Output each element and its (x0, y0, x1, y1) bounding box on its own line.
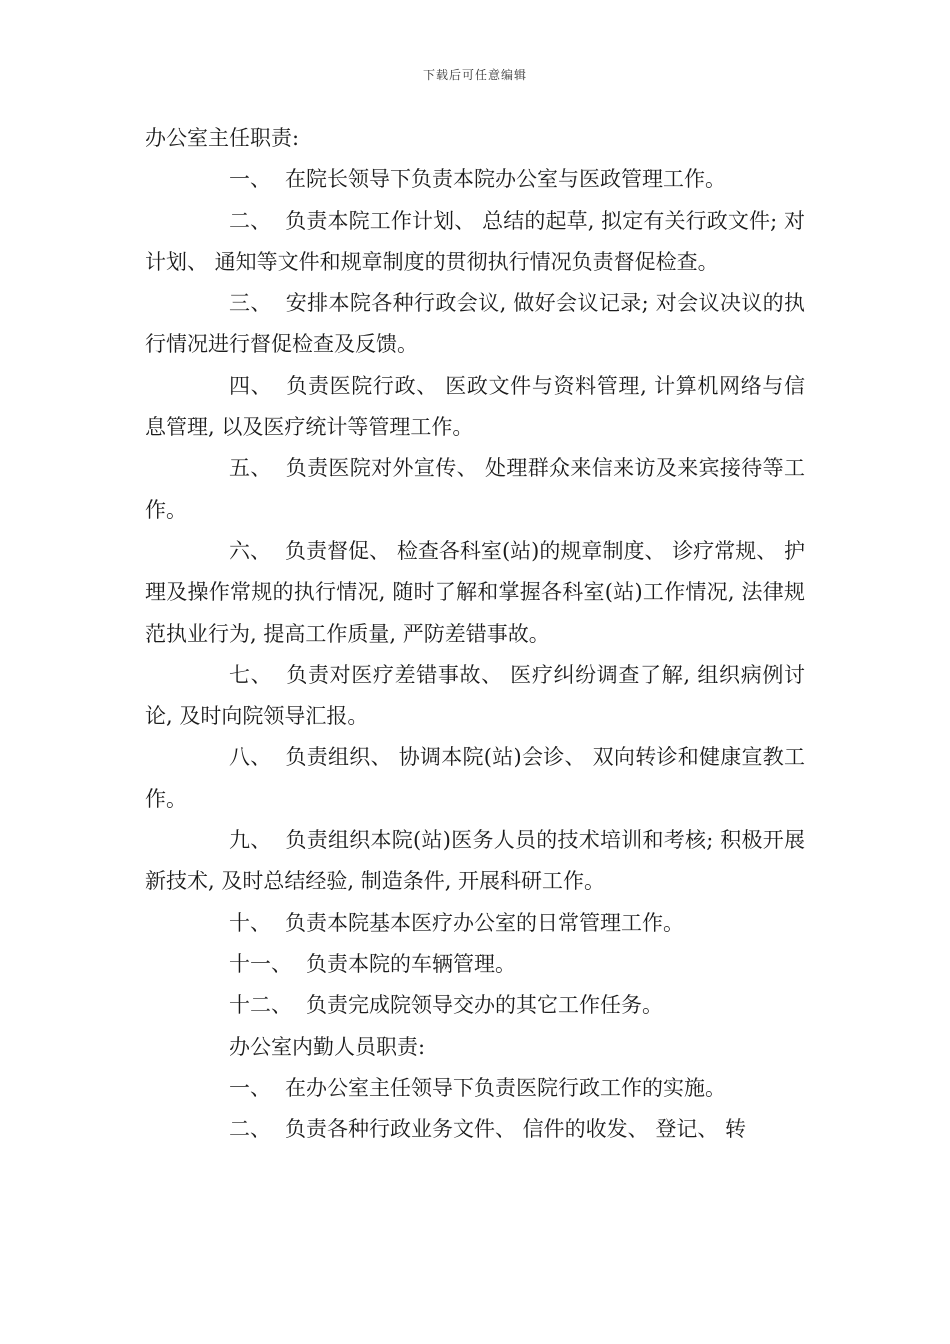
duty-item (145, 283, 805, 366)
duty-item (145, 820, 805, 903)
item-number: 十一、 (229, 951, 292, 976)
item-number: 八、 (229, 745, 272, 770)
paragraph-text: 负责本院的车辆管理。 (306, 951, 516, 976)
paragraph-text: 负责组织、 协调本院(站)会诊、 双向转诊和健康宣教工作。 (145, 745, 806, 811)
duty-item (145, 985, 805, 1026)
duty-item (145, 1068, 805, 1109)
duty-item (145, 1109, 805, 1150)
item-number: 十二、 (229, 993, 292, 1018)
duty-item (145, 944, 805, 985)
duty-item (145, 159, 805, 200)
duty-item (145, 366, 805, 449)
paragraph-text: 在办公室主任领导下负责医院行政工作的实施。 (285, 1075, 726, 1100)
item-number: 六、 (229, 538, 272, 563)
duty-item (145, 531, 805, 655)
item-number: 五、 (229, 456, 272, 481)
item-number: 一、 (229, 1075, 271, 1100)
duty-item (145, 903, 805, 944)
item-number: 十、 (229, 910, 271, 935)
item-number: 二、 (229, 1117, 271, 1142)
duty-item (145, 201, 805, 284)
item-number: 一、 (229, 167, 271, 192)
item-number: 四、 (229, 373, 273, 398)
duty-item (145, 737, 805, 820)
section-heading (145, 118, 805, 159)
duty-item (145, 448, 805, 531)
section-heading (145, 1027, 805, 1068)
duty-item (145, 655, 805, 738)
paragraph-text: 负责本院工作计划、 总结的起草, 拟定有关行政文件; 对计划、 通知等文件和规章制度的贯彻执行情况负责督促检查。 (145, 208, 806, 274)
paragraph-text: 负责各种行政业务文件、 信件的收发、 登记、 转 (285, 1117, 747, 1142)
paragraph-text: 负责医院行政、 医政文件与资料管理, 计算机网络与信息管理, 以及医疗统计等管理工作。 (145, 373, 805, 440)
paragraph-text: 负责完成院领导交办的其它工作任务。 (306, 993, 663, 1018)
header-note: 下载后可任意编辑 (422, 68, 527, 82)
item-number: 九、 (229, 828, 272, 853)
item-number: 二、 (229, 208, 272, 233)
document-body (145, 118, 805, 1150)
paragraph-text: 办公室主任职责: (145, 126, 300, 150)
paragraph-text: 负责对医疗差错事故、 医疗纠纷调查了解, 组织病例讨论, 及时向院领导汇报。 (145, 662, 805, 729)
paragraph-text: 安排本院各种行政会议, 做好会议记录; 对会议决议的执行情况进行督促检查及反馈。 (145, 291, 805, 357)
item-number: 三、 (229, 291, 272, 316)
item-number: 七、 (229, 662, 273, 687)
paragraph-text: 负责本院基本医疗办公室的日常管理工作。 (285, 910, 684, 935)
paragraph-text: 负责督促、 检查各科室(站)的规章制度、 诊疗常规、 护理及操作常规的执行情况, 随时了解和掌握各科室(站)工作情况, 法律规范执业行为, 提高工作质量, 严防差错事故。 (145, 538, 805, 646)
paragraph-text: 负责组织本院(站)医务人员的技术培训和考核; 积极开展新技术, 及时总结经验, 制造条件, 开展科研工作。 (145, 828, 806, 894)
paragraph-text: 在院长领导下负责本院办公室与医政管理工作。 (285, 167, 726, 192)
paragraph-text: 负责医院对外宣传、 处理群众来信来访及来宾接待等工作。 (145, 456, 805, 522)
paragraph-text: 办公室内勤人员职责: (229, 1034, 426, 1059)
